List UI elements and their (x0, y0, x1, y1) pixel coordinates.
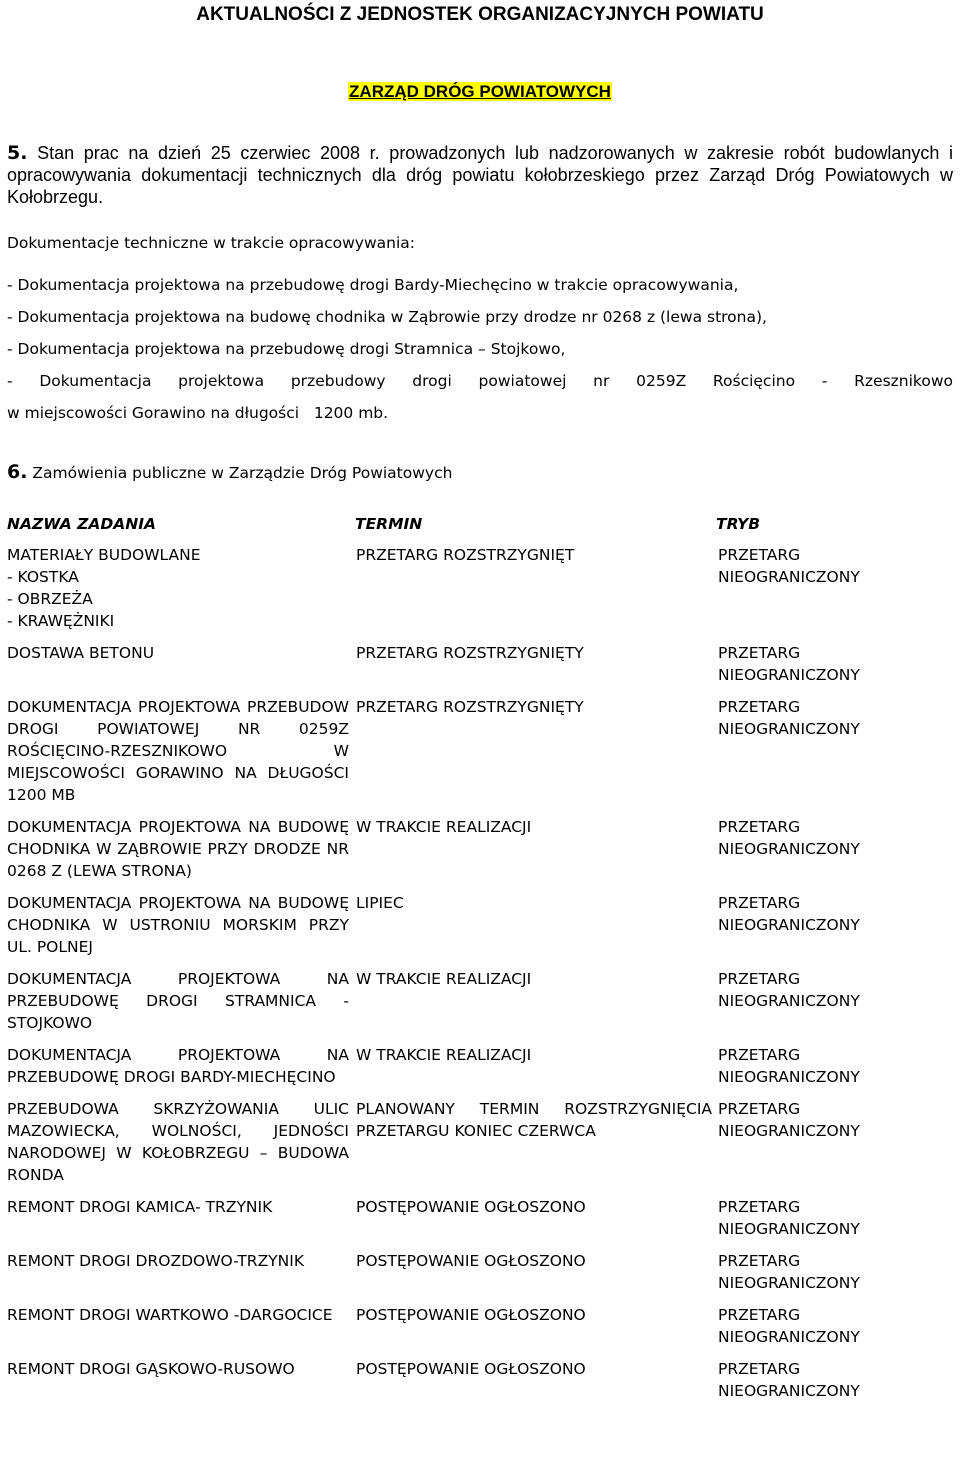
term-cell: POSTĘPOWANIE OGŁOSZONO (356, 1198, 586, 1216)
mode-cell: PRZETARG NIEOGRANICZONY (718, 970, 860, 1010)
column-header-term: TERMIN (355, 515, 423, 533)
section-heading (0, 82, 960, 102)
table-row (7, 968, 953, 1044)
mode-cell: PRZETARG NIEOGRANICZONY (718, 818, 860, 858)
task-name-cell: DOSTAWA BETONU (7, 644, 155, 662)
task-name-cell: REMONT DROGI DROZDOWO-TRZYNIK (7, 1252, 304, 1270)
section5-paragraph (7, 142, 953, 208)
term-cell: LIPIEC (356, 894, 404, 912)
term-cell: PLANOWANY TERMIN ROZSTRZYGNIĘCIA PRZETARGU KONIEC CZERWCA (356, 1100, 712, 1140)
table-row (7, 1196, 953, 1250)
column-header-name: NAZWA ZADANIA (7, 515, 156, 533)
section6-title: Zamówienia publiczne w Zarządzie Dróg Powiatowych (32, 464, 453, 482)
mode-cell: PRZETARG NIEOGRANICZONY (718, 1360, 860, 1400)
table-row (7, 642, 953, 696)
table-row (7, 1358, 953, 1412)
term-cell: PRZETARG ROZSTRZYGNIĘTY (356, 698, 584, 716)
term-cell: PRZETARG ROZSTRZYGNIĘTY (356, 644, 584, 662)
task-name-cell: DOKUMENTACJA PROJEKTOWA NA BUDOWĘ CHODNIKA W USTRONIU MORSKIM PRZY UL. POLNEJ (7, 894, 349, 956)
table-row (7, 892, 953, 968)
mode-cell: PRZETARG NIEOGRANICZONY (718, 894, 860, 934)
table-row (7, 1044, 953, 1098)
mode-cell: PRZETARG NIEOGRANICZONY (718, 1198, 860, 1238)
mode-cell: PRZETARG NIEOGRANICZONY (718, 1046, 860, 1086)
table-body (7, 538, 953, 1412)
task-name-cell: DOKUMENTACJA PROJEKTOWA NA PRZEBUDOWĘ DROGI STRAMNICA - STOJKOWO (7, 970, 349, 1032)
section-heading-text: ZARZĄD DRÓG POWIATOWYCH (349, 82, 611, 101)
term-cell: POSTĘPOWANIE OGŁOSZONO (356, 1360, 586, 1378)
column-header-mode: TRYB (716, 515, 761, 533)
section5-number: 5. (7, 142, 28, 164)
mode-cell: PRZETARG NIEOGRANICZONY (718, 1252, 860, 1292)
task-name-cell: REMONT DROGI KAMICA- TRZYNIK (7, 1198, 273, 1216)
task-name-cell: DOKUMENTACJA PROJEKTOWA PRZEBUDOW DROGI POWIATOWEJ NR 0259Z ROŚCIĘCINO-RZESZNIKOWO W MIEJSCOWOŚCI GORAWINO NA DŁUGOŚCI 1200 MB (7, 698, 349, 804)
section5-intro: Dokumentacje techniczne w trakcie opracowywania: (7, 234, 415, 252)
term-cell: POSTĘPOWANIE OGŁOSZONO (356, 1306, 586, 1324)
list-item-4: - Dokumentacja projektowa przebudowy drogi powiatowej nr 0259Z Rościęcino - Rzesznikowo (7, 372, 953, 390)
tenders-table (7, 510, 953, 1412)
mode-cell: PRZETARG NIEOGRANICZONY (718, 1306, 860, 1346)
table-row (7, 1098, 953, 1196)
table-row (7, 538, 953, 642)
table-row (7, 696, 953, 816)
task-name-cell: DOKUMENTACJA PROJEKTOWA NA BUDOWĘ CHODNIKA W ZĄBROWIE PRZY DRODZE NR 0268 Z (LEWA STRONA) (7, 818, 349, 880)
list-item-3: - Dokumentacja projektowa na przebudowę drogi Stramnica – Stojkowo, (7, 340, 566, 358)
task-name-cell: REMONT DROGI GĄSKOWO-RUSOWO (7, 1360, 295, 1378)
mode-cell: PRZETARG NIEOGRANICZONY (718, 644, 860, 684)
term-cell: W TRAKCIE REALIZACJI (356, 818, 532, 836)
list-item-2: - Dokumentacja projektowa na budowę chodnika w Ząbrowie przy drodze nr 0268 z (lewa strona), (7, 308, 767, 326)
term-cell: PRZETARG ROZSTRZYGNIĘT (356, 546, 575, 564)
mode-cell: PRZETARG NIEOGRANICZONY (718, 546, 860, 586)
term-cell: W TRAKCIE REALIZACJI (356, 970, 532, 988)
table-row (7, 1304, 953, 1358)
task-name-cell: DOKUMENTACJA PROJEKTOWA NA PRZEBUDOWĘ DROGI BARDY-MIECHĘCINO (7, 1046, 349, 1086)
list-item-1: - Dokumentacja projektowa na przebudowę drogi Bardy-Miechęcino w trakcie opracowywania, (7, 276, 739, 294)
task-name-cell: PRZEBUDOWA SKRZYŻOWANIA ULIC MAZOWIECKA, WOLNOŚCI, JEDNOŚCI NARODOWEJ W KOŁOBRZEGU – BUDOWA RONDA (7, 1100, 349, 1184)
page-title: AKTUALNOŚCI Z JEDNOSTEK ORGANIZACYJNYCH POWIATU (196, 4, 764, 25)
task-name-cell: MATERIAŁY BUDOWLANE - KOSTKA - OBRZEŻA - KRAWĘŻNIKI (7, 546, 201, 630)
list-item-4-continued: w miejscowości Gorawino na długości 1200 mb. (7, 404, 389, 422)
mode-cell: PRZETARG NIEOGRANICZONY (718, 1100, 860, 1140)
task-name-cell: REMONT DROGI WARTKOWO -DARGOCICE (7, 1306, 333, 1324)
table-header-row (7, 510, 953, 538)
mode-cell: PRZETARG NIEOGRANICZONY (718, 698, 860, 738)
section5-text: Stan prac na dzień 25 czerwiec 2008 r. prowadzonych lub nadzorowanych w zakresie robót budowlanych i opracowywania dokumentacji technicznych dla dróg powiatu kołobrzeskiego przez Zarząd Dróg Powiatowych w Kołobrzegu. (7, 143, 953, 207)
section6-heading (7, 461, 953, 484)
table-row (7, 816, 953, 892)
term-cell: W TRAKCIE REALIZACJI (356, 1046, 532, 1064)
section6-number: 6. (7, 461, 28, 483)
term-cell: POSTĘPOWANIE OGŁOSZONO (356, 1252, 586, 1270)
table-row (7, 1250, 953, 1304)
